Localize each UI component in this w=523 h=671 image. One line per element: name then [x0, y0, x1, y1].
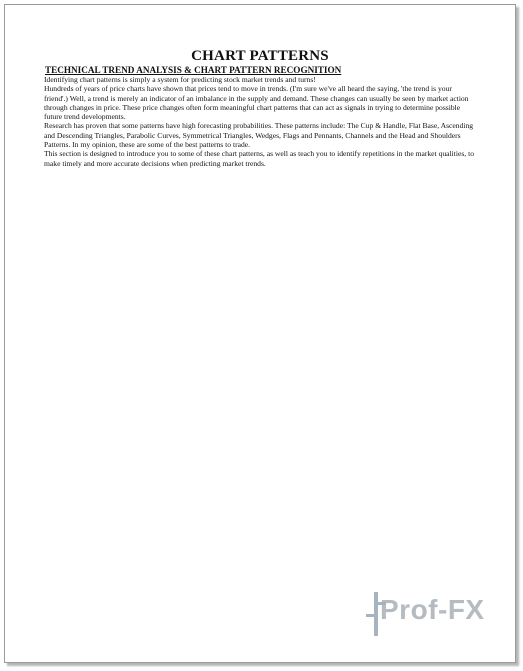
paragraph-research: Research has proven that some patterns have high forecasting probabilities. These patterns include: The Cup & Handle, Flat Base, Ascending and Descending Triangles, Parabolic Curves, Symmetrical Triangles, Wedges, Flags and Pennants, Channels and the Head and Shoulders Patterns. In my opinion, these are some of the best patterns to trade. — [44, 121, 474, 150]
prof-fx-watermark — [358, 584, 490, 644]
document-content — [44, 48, 476, 168]
paragraph-section: This section is designed to introduce you to some of these chart patterns, as well as teach you to identify repetitions in the market qualities, to make timely and more accurate decisions when predicting market trends. — [44, 149, 474, 168]
paragraph-trends: Hundreds of years of price charts have shown that prices tend to move in trends. (I'm sure we've all heard the saying, 'the trend is your friend'.) Well, a trend is merely an indicator of an imbalance in the supply and demand. These changes can usually be seen by market action through changes in price. These price changes often form meaningful chart patterns that can act as signals in trying to determine possible future trend developments. — [44, 84, 469, 122]
watermark-text: Prof-FX — [380, 594, 485, 625]
watermark-tick-icon — [366, 614, 374, 617]
document-subtitle: TECHNICAL TREND ANALYSIS & CHART PATTERN RECOGNITION — [45, 65, 342, 75]
paragraph-intro: Identifying chart patterns is simply a system for predicting stock market trends and turns! — [44, 75, 316, 84]
watermark-bar-icon — [374, 592, 378, 636]
document-title: CHART PATTERNS — [191, 48, 329, 64]
